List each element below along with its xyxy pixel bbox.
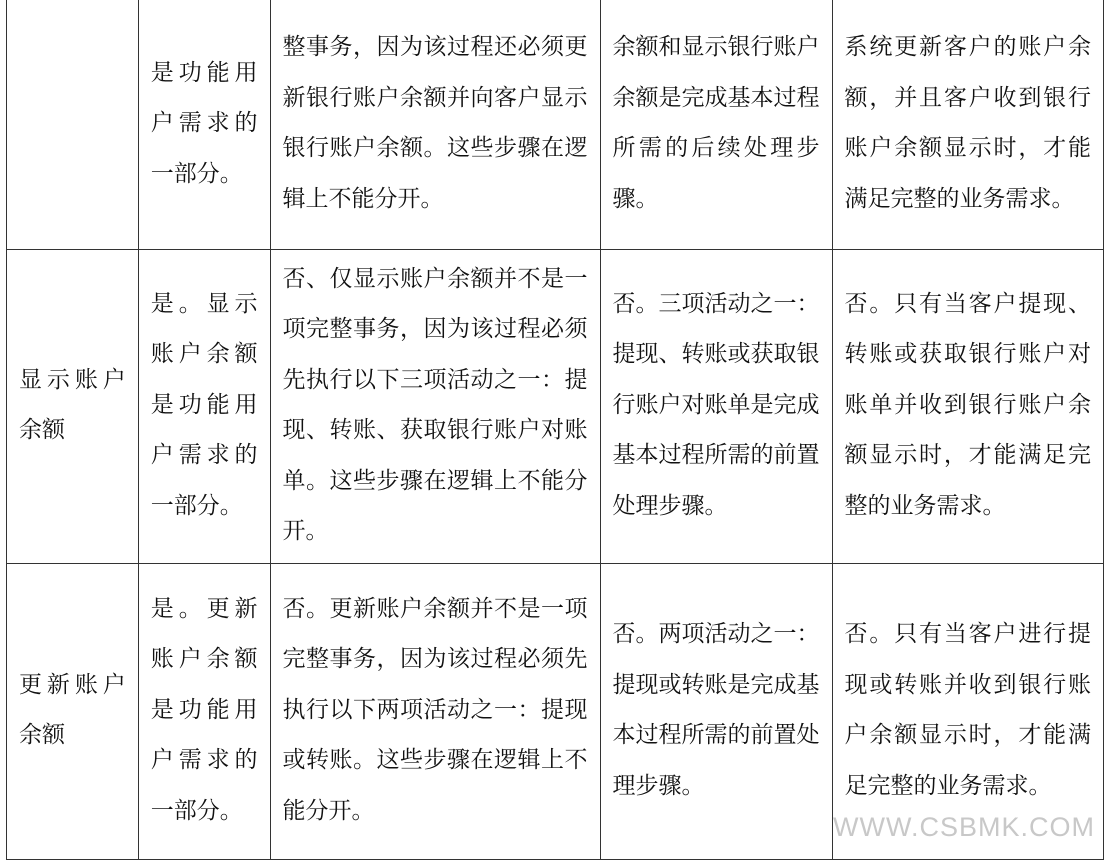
functional-requirement-cell: 是功能用户需求的一部分。 (138, 0, 270, 249)
row-label-cell: 显示账户余额 (7, 249, 139, 563)
business-need-cell: 系统更新客户的账户余额，并且客户收到银行账户余额显示时，才能满足完整的业务需求。 (832, 0, 1103, 249)
functional-requirement-cell: 是。显示账户余额是功能用户需求的一部分。 (138, 249, 270, 563)
requirements-table (6, 0, 1104, 860)
table-row (7, 249, 1104, 563)
processing-steps-cell: 余额和显示银行账户余额是完成基本过程所需的后续处理步骤。 (600, 0, 832, 249)
complete-transaction-cell: 否。更新账户余额并不是一项完整事务，因为该过程必须先执行以下两项活动之一：提现或转账。这些步骤在逻辑上不能分开。 (270, 563, 600, 859)
row-label-cell: 更新账户余额 (7, 563, 139, 859)
complete-transaction-cell: 否、仅显示账户余额并不是一项完整事务，因为该过程必须先执行以下三项活动之一：提现、转账、获取银行账户对账单。这些步骤在逻辑上不能分开。 (270, 249, 600, 563)
functional-requirement-cell: 是。更新账户余额是功能用户需求的一部分。 (138, 563, 270, 859)
row-label-cell (7, 0, 139, 249)
table-row (7, 0, 1104, 249)
processing-steps-cell: 否。两项活动之一：提现或转账是完成基本过程所需的前置处理步骤。 (600, 563, 832, 859)
complete-transaction-cell: 整事务，因为该过程还必须更新银行账户余额并向客户显示银行账户余额。这些步骤在逻辑上不能分开。 (270, 0, 600, 249)
business-need-cell: 否。只有当客户进行提现或转账并收到银行账户余额显示时，才能满足完整的业务需求。 (832, 563, 1103, 859)
processing-steps-cell: 否。三项活动之一：提现、转账或获取银行账户对账单是完成基本过程所需的前置处理步骤。 (600, 249, 832, 563)
watermark: WWW.CSBMK.COM (833, 812, 1095, 842)
business-need-cell: 否。只有当客户提现、转账或获取银行账户对账单并收到银行账户余额显示时，才能满足完整的业务需求。 (832, 249, 1103, 563)
